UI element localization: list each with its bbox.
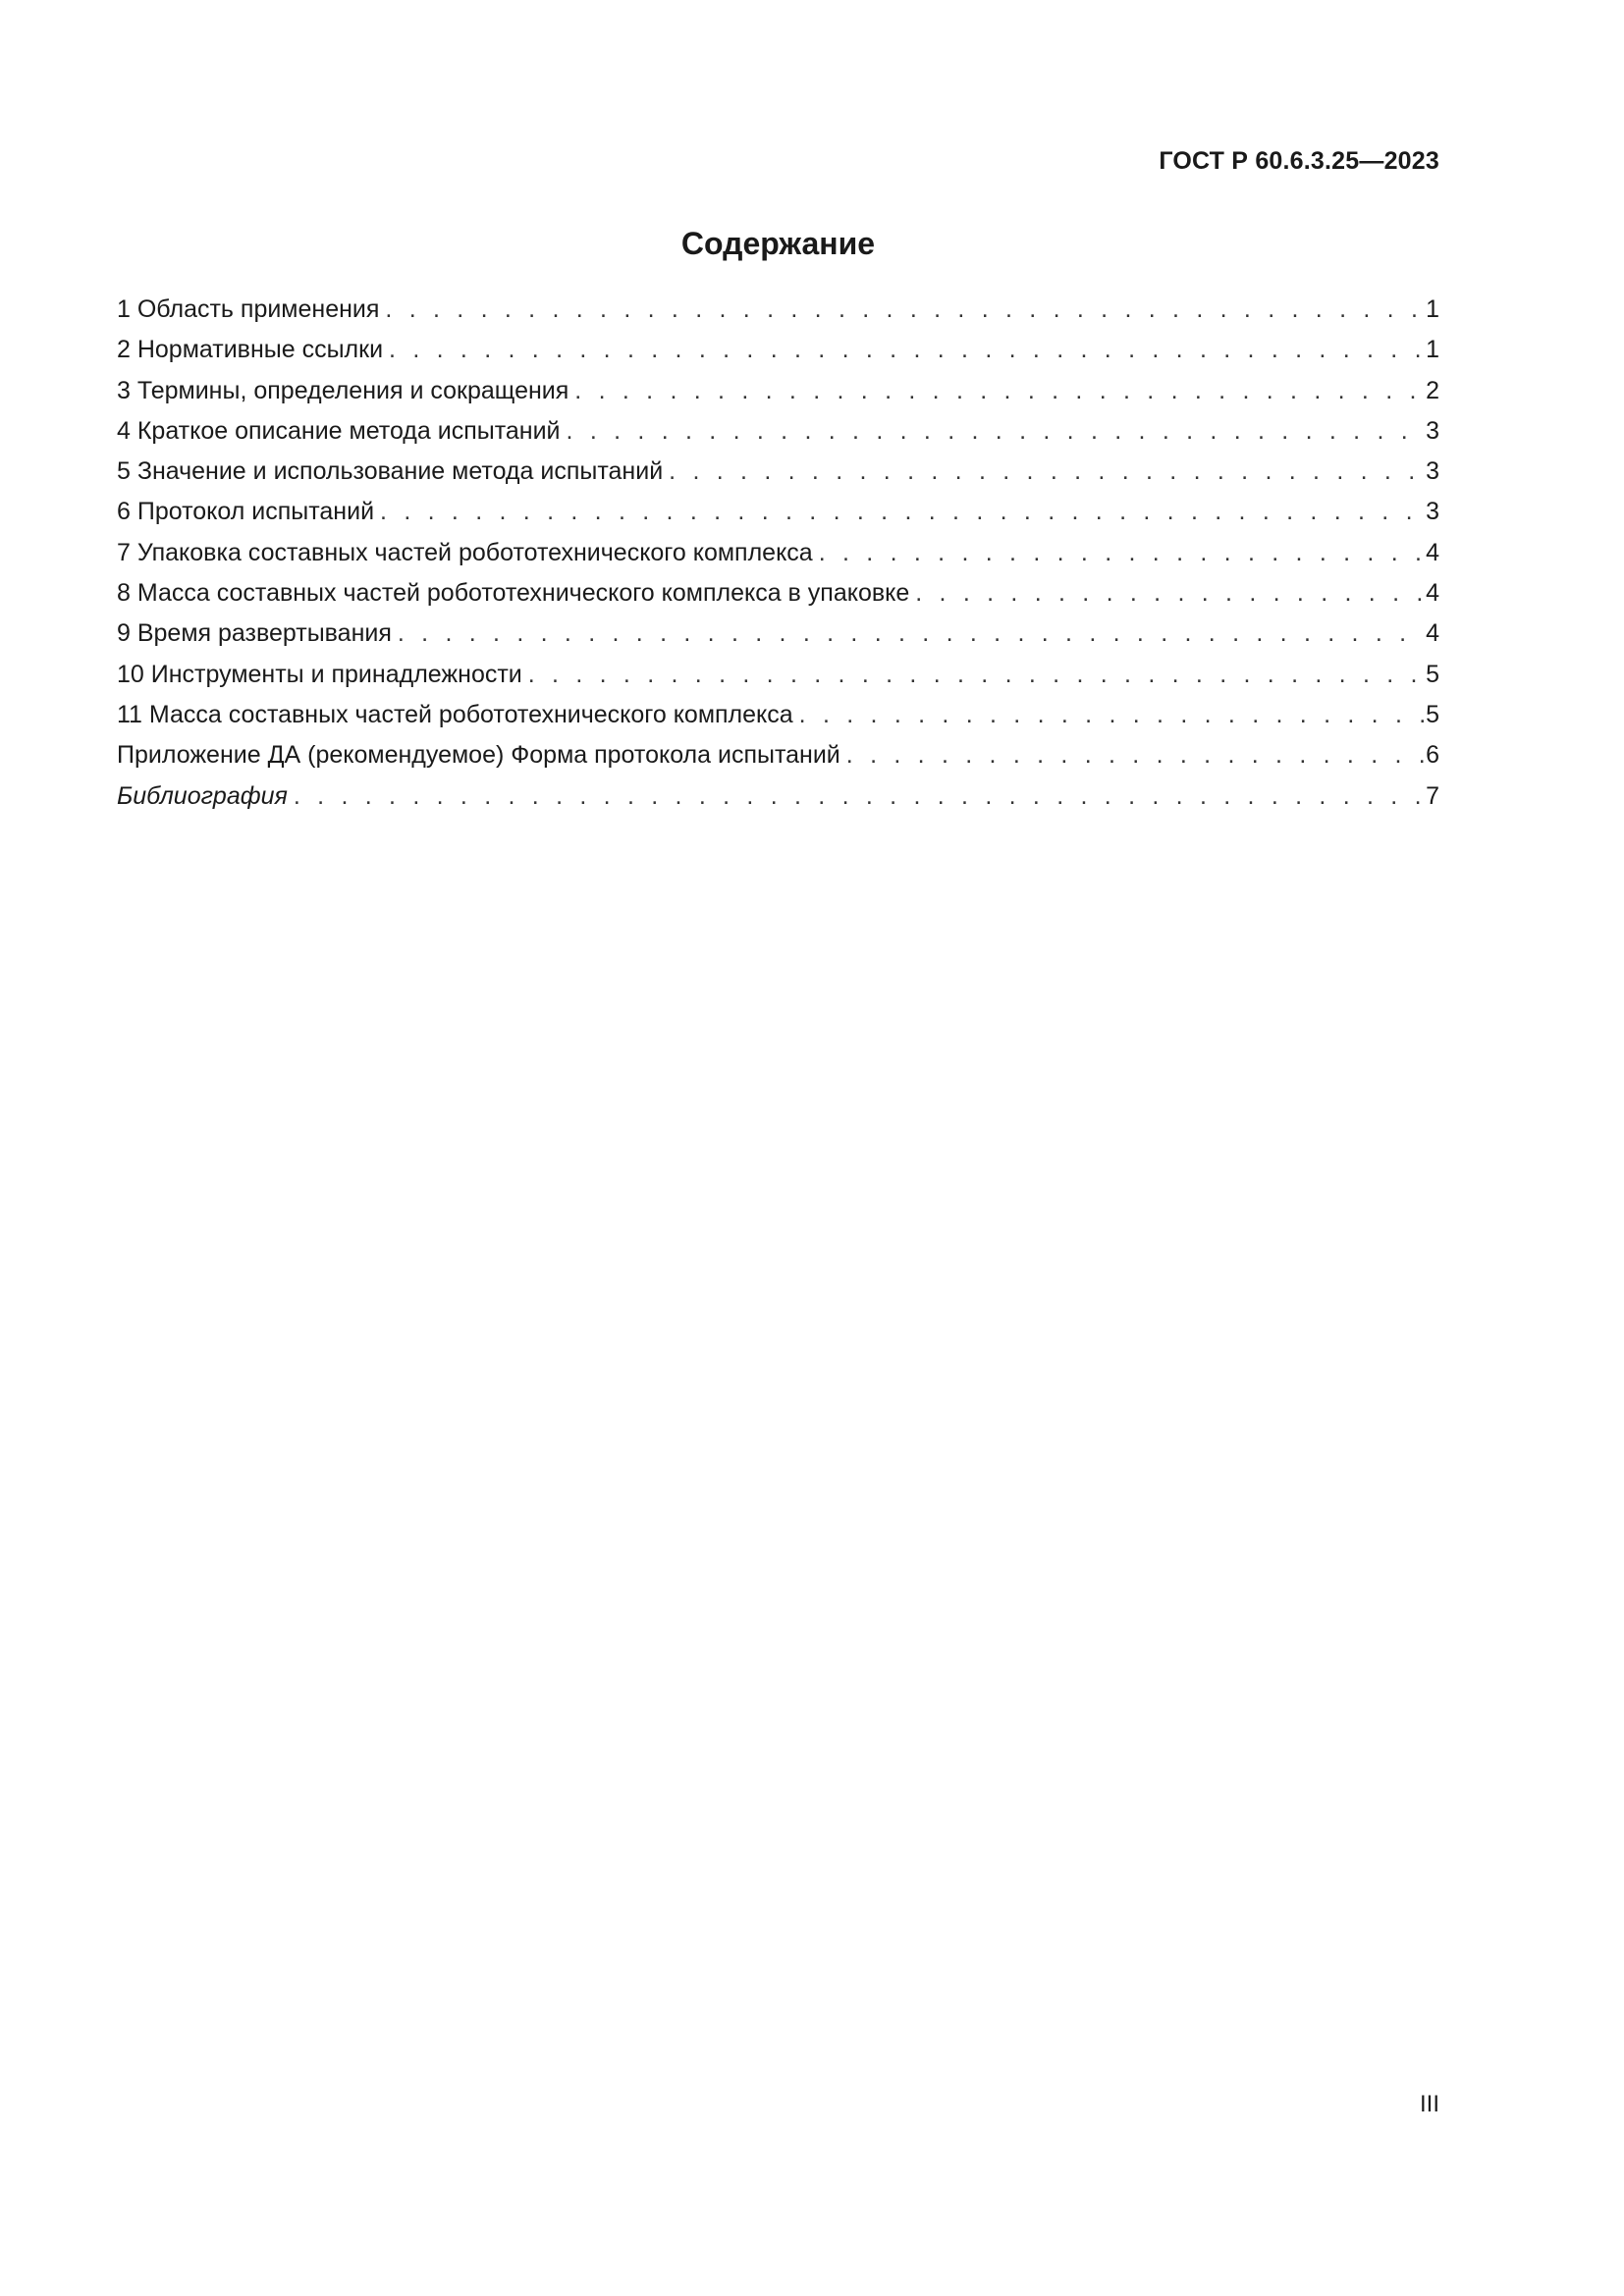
toc-entry-label: 3 Термины, определения и сокращения <box>117 376 569 404</box>
toc-entry-page: 4 <box>1426 579 1439 608</box>
toc-entry-test-report[interactable] <box>117 492 1439 532</box>
table-of-contents <box>117 290 1439 817</box>
toc-leader-dots <box>389 330 1424 370</box>
toc-entry-page: 5 <box>1426 700 1439 728</box>
toc-leader-dots <box>799 695 1424 735</box>
toc-leader-dots <box>380 492 1424 532</box>
document-code: ГОСТ Р 60.6.3.25—2023 <box>1159 147 1439 175</box>
toc-entry-scope[interactable] <box>117 290 1439 330</box>
toc-entry-label: 2 Нормативные ссылки <box>117 336 384 364</box>
toc-entry-label: 9 Время развертывания <box>117 619 392 648</box>
toc-entry-page: 2 <box>1426 376 1439 404</box>
toc-entry-label: 5 Значение и использование метода испытаний <box>117 457 664 486</box>
page-number: III <box>1419 2091 1439 2117</box>
toc-entry-packaged-mass[interactable] <box>117 573 1439 614</box>
toc-leader-dots <box>567 411 1425 452</box>
toc-entry-deployment-time[interactable] <box>117 614 1439 654</box>
toc-entry-bibliography[interactable] <box>117 776 1439 817</box>
toc-leader-dots <box>398 614 1424 654</box>
toc-entry-appendix-da[interactable] <box>117 735 1439 775</box>
toc-entry-page: 3 <box>1426 498 1439 526</box>
toc-entry-label: 4 Краткое описание метода испытаний <box>117 416 561 445</box>
toc-entry-page: 4 <box>1426 538 1439 566</box>
toc-entry-page: 4 <box>1426 619 1439 648</box>
toc-leader-dots <box>669 452 1424 492</box>
toc-entry-label: Библиография <box>117 781 288 810</box>
toc-entry-label: 11 Масса составных частей робототехнического комплекса <box>117 700 793 728</box>
toc-entry-label: 7 Упаковка составных частей робототехнического комплекса <box>117 538 813 566</box>
toc-entry-page: 1 <box>1426 295 1439 323</box>
toc-entry-component-mass[interactable] <box>117 695 1439 735</box>
toc-entry-label: Приложение ДА (рекомендуемое) Форма протокола испытаний <box>117 741 840 770</box>
toc-entry-method-significance[interactable] <box>117 452 1439 492</box>
toc-entry-page: 1 <box>1426 336 1439 364</box>
toc-entry-method-summary[interactable] <box>117 411 1439 452</box>
toc-leader-dots <box>574 371 1424 411</box>
toc-leader-dots <box>528 655 1424 695</box>
toc-entry-label: 1 Область применения <box>117 295 380 323</box>
toc-title: Содержание <box>680 226 876 261</box>
toc-entry-page: 3 <box>1426 416 1439 445</box>
toc-entry-tools[interactable] <box>117 655 1439 695</box>
toc-entry-page: 3 <box>1426 457 1439 486</box>
toc-entry-label: 6 Протокол испытаний <box>117 498 375 526</box>
toc-leader-dots <box>819 533 1424 573</box>
toc-entry-page: 5 <box>1426 660 1439 688</box>
toc-entry-page: 6 <box>1426 741 1439 770</box>
toc-entry-label: 10 Инструменты и принадлежности <box>117 660 522 688</box>
toc-leader-dots <box>294 776 1424 817</box>
toc-leader-dots <box>846 735 1424 775</box>
toc-entry-normative-references[interactable] <box>117 330 1439 370</box>
toc-entry-terms[interactable] <box>117 371 1439 411</box>
toc-entry-packaging[interactable] <box>117 533 1439 573</box>
toc-leader-dots <box>915 573 1424 614</box>
toc-entry-page: 7 <box>1426 781 1439 810</box>
toc-leader-dots <box>385 290 1424 330</box>
toc-entry-label: 8 Масса составных частей робототехнического комплекса в упаковке <box>117 579 910 608</box>
